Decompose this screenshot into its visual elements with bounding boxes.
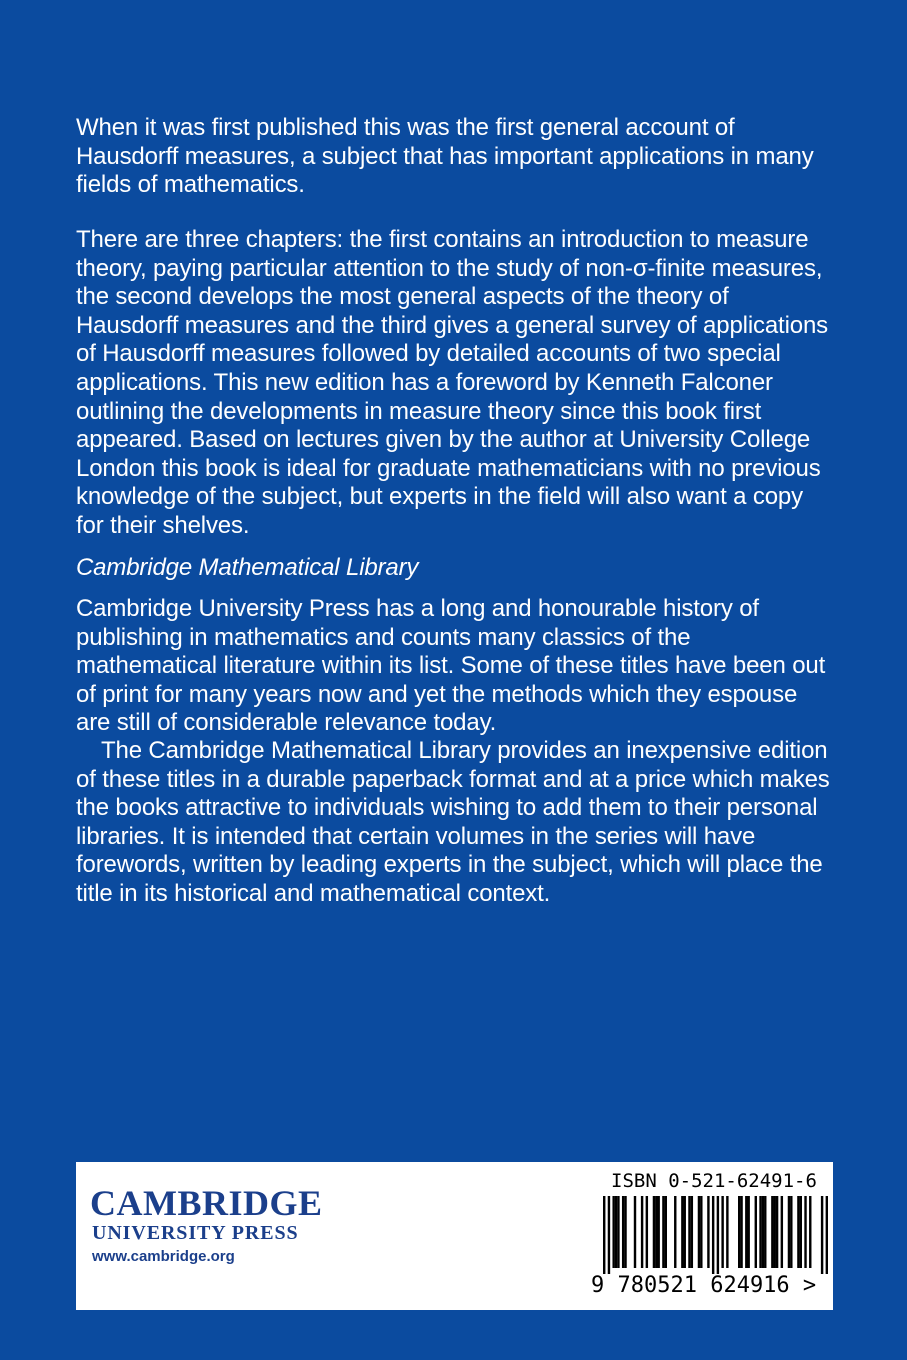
publisher-url: www.cambridge.org	[92, 1248, 235, 1265]
barcode-icon	[603, 1196, 828, 1274]
series-title: Cambridge Mathematical Library	[76, 554, 419, 581]
publisher-logo-name: CAMBRIDGE	[90, 1183, 323, 1223]
blurb-paragraph-1: When it was first published this was the first general account of Hausdorff measures, a subject that has important applications in many fields of mathematics.	[76, 114, 814, 199]
blurb-paragraph-2: There are three chapters: the first contains an introduction to measure theory, paying particular attention to the study of non-σ-finite measures, the second develops the most general aspects of the theory of Hausdorff measures and the third gives a general survey of applications of Hausdorff measures followed by detailed accounts of two special applications. This new edition has a foreword by Kenneth Falconer outlining the developments in measure theory since this book first appeared. Based on lectures given by the author at University College London this book is ideal for graduate mathematicians with no previous knowledge of the subject, but experts in the field will also want a copy for their shelves.	[76, 226, 829, 539]
publisher-logo-subname: UNIVERSITY PRESS	[92, 1222, 299, 1244]
series-paragraph-1: Cambridge University Press has a long and honourable history of publishing in mathematics and counts many classics of the mathematical literature within its list. Some of these titles have been out of print for many years now and yet the methods which they espouse are still of considerable relevance today.	[76, 595, 826, 737]
series-paragraph-2: The Cambridge Mathematical Library provides an inexpensive edition of these titles in a durable paperback format and at a price which makes the books attractive to individuals wishing to add them to their personal libraries. It is intended that certain volumes in the series will have forewords, written by leading experts in the subject, which will place the title in its historical and mathematical context.	[76, 737, 830, 907]
publisher-footer	[76, 1162, 833, 1310]
barcode-digits: 9 780521 624916 >	[591, 1273, 817, 1298]
isbn-label: ISBN 0-521-62491-6	[611, 1170, 817, 1192]
